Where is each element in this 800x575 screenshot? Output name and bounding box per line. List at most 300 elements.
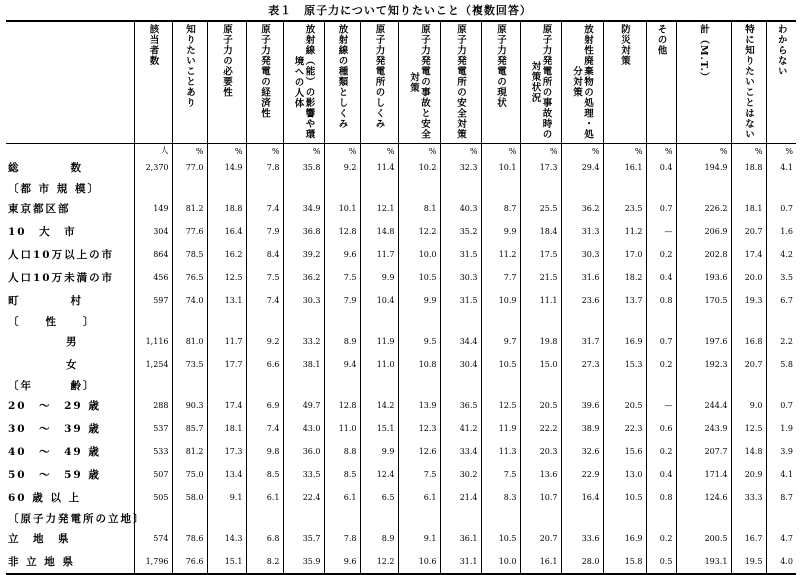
table-cell: 4.2 <box>766 243 796 266</box>
table-cell: 0.2 <box>646 527 676 550</box>
column-header <box>134 21 172 144</box>
table-cell <box>603 509 646 527</box>
table-cell: 10.0 <box>481 550 520 574</box>
table-cell <box>731 376 766 394</box>
table-row <box>6 289 796 312</box>
table-cell <box>172 312 207 330</box>
column-header <box>360 21 398 144</box>
table-cell: 7.8 <box>246 156 283 179</box>
table-cell: 32.6 <box>561 440 603 463</box>
table-cell: 15.8 <box>603 550 646 574</box>
table-cell: 11.2 <box>481 243 520 266</box>
table-cell <box>207 179 246 197</box>
table-cell: 7.5 <box>324 266 360 289</box>
table-cell: 1,254 <box>134 353 172 376</box>
column-header <box>283 21 324 144</box>
row-label: 男 <box>66 336 79 348</box>
table-cell: 10.0 <box>398 243 440 266</box>
table-cell: 15.1 <box>207 550 246 574</box>
table-cell: 597 <box>134 289 172 312</box>
column-header <box>731 21 766 144</box>
table-cell: 12.5 <box>207 266 246 289</box>
table-row <box>6 220 796 243</box>
table-cell <box>603 179 646 197</box>
table-cell <box>440 179 481 197</box>
table-cell: 6.1 <box>324 486 360 509</box>
table-cell: 8.5 <box>246 463 283 486</box>
table-cell <box>520 179 561 197</box>
table-cell: 1.9 <box>766 417 796 440</box>
table-cell: % <box>283 144 324 157</box>
table-cell <box>766 376 796 394</box>
table-cell: 17.5 <box>520 243 561 266</box>
column-header-label: 特に知りたいことはない <box>743 24 754 140</box>
table-cell: 76.6 <box>172 550 207 574</box>
table-cell: 11.9 <box>481 417 520 440</box>
table-cell: 30.3 <box>440 266 481 289</box>
table-cell: % <box>561 144 603 157</box>
table-cell: 34.9 <box>283 197 324 220</box>
table-cell <box>134 312 172 330</box>
table-cell: 20.7 <box>731 220 766 243</box>
table-cell: 12.6 <box>398 440 440 463</box>
table-cell: 27.3 <box>561 353 603 376</box>
table-cell <box>207 312 246 330</box>
table-row <box>6 463 796 486</box>
table-cell: % <box>246 144 283 157</box>
column-header <box>561 21 603 144</box>
table-cell: 11.0 <box>360 353 398 376</box>
table-cell: 21.5 <box>520 266 561 289</box>
table-cell: % <box>360 144 398 157</box>
row-label: 〔 性 〕 <box>8 315 96 328</box>
column-header-label: 放射性廃棄物の処理・処分対策 <box>571 24 593 140</box>
table-cell: 3.5 <box>766 266 796 289</box>
table-cell: 35.8 <box>283 156 324 179</box>
table-cell: 0.4 <box>646 266 676 289</box>
column-header <box>172 21 207 144</box>
table-cell: 32.3 <box>440 156 481 179</box>
table-cell: 15.6 <box>603 440 646 463</box>
table-cell: 7.7 <box>481 266 520 289</box>
table-row <box>6 440 796 463</box>
table-cell: 8.9 <box>324 330 360 353</box>
table-cell: 81.0 <box>172 330 207 353</box>
row-label: 30 〜 39 歳 <box>8 423 101 435</box>
table-cell: 2,370 <box>134 156 172 179</box>
table-cell: 33.5 <box>283 463 324 486</box>
table-cell: 20.5 <box>603 394 646 417</box>
table-cell: 9.2 <box>324 156 360 179</box>
table-cell: 81.2 <box>172 440 207 463</box>
table-cell: 15.1 <box>360 417 398 440</box>
column-header <box>481 21 520 144</box>
table-cell <box>398 312 440 330</box>
table-cell: % <box>766 144 796 157</box>
table-cell: 11.9 <box>360 330 398 353</box>
table-cell: 30.3 <box>283 289 324 312</box>
table-cell: 19.3 <box>731 289 766 312</box>
table-cell: 11.0 <box>324 417 360 440</box>
table-cell: 0.7 <box>766 197 796 220</box>
table-row <box>6 266 796 289</box>
table-cell <box>283 509 324 527</box>
table-cell: 12.2 <box>398 220 440 243</box>
table-cell: 20.0 <box>731 266 766 289</box>
table-cell: 11.4 <box>360 156 398 179</box>
table-cell: 23.5 <box>603 197 646 220</box>
table-cell: 36.2 <box>283 266 324 289</box>
column-header-label: 知りたいことあり <box>184 24 195 108</box>
table-cell <box>207 509 246 527</box>
table-cell <box>360 376 398 394</box>
table-cell: % <box>324 144 360 157</box>
table-cell: 36.8 <box>283 220 324 243</box>
table-cell: 0.8 <box>646 486 676 509</box>
table-cell: 33.3 <box>731 486 766 509</box>
table-cell: 6.6 <box>246 353 283 376</box>
table-cell: 7.4 <box>246 289 283 312</box>
table-cell: 31.6 <box>561 266 603 289</box>
table-cell: % <box>481 144 520 157</box>
table-cell: 10.2 <box>398 156 440 179</box>
table-cell <box>731 179 766 197</box>
column-header-label: 原子力発電所の安全対策 <box>455 24 466 140</box>
table-cell: 36.5 <box>440 394 481 417</box>
table-cell: 0.7 <box>766 394 796 417</box>
table-cell: 9.1 <box>207 486 246 509</box>
table-cell: 16.9 <box>603 330 646 353</box>
table-cell: 30.3 <box>561 243 603 266</box>
table-cell: 4.7 <box>766 527 796 550</box>
table-cell <box>481 376 520 394</box>
table-cell: 35.9 <box>283 550 324 574</box>
table-cell: 12.8 <box>324 394 360 417</box>
table-cell: 0.6 <box>646 417 676 440</box>
table-cell: 206.9 <box>676 220 731 243</box>
table-cell: 12.1 <box>360 197 398 220</box>
table-cell: 14.8 <box>360 220 398 243</box>
table-cell: 39.6 <box>561 394 603 417</box>
table-cell: 10.1 <box>324 197 360 220</box>
row-label: 〔都 市 規 模〕 <box>8 182 100 195</box>
table-cell: 38.9 <box>561 417 603 440</box>
table-cell: 8.3 <box>481 486 520 509</box>
table-cell <box>246 179 283 197</box>
table-row <box>6 376 796 394</box>
table-cell: 10.5 <box>481 527 520 550</box>
table-cell: 3.9 <box>766 440 796 463</box>
table-cell: 31.5 <box>440 289 481 312</box>
table-cell: 36.1 <box>440 527 481 550</box>
table-cell: 537 <box>134 417 172 440</box>
table-cell <box>766 312 796 330</box>
table-cell: 18.1 <box>731 197 766 220</box>
table-cell <box>360 312 398 330</box>
table-cell: 13.7 <box>603 289 646 312</box>
table-cell: 6.5 <box>360 486 398 509</box>
table-cell: 17.7 <box>207 353 246 376</box>
table-cell <box>398 179 440 197</box>
table-cell: 12.4 <box>360 463 398 486</box>
column-header-label: 原子力の必要性 <box>221 24 232 98</box>
row-label: 40 〜 49 歳 <box>8 446 101 458</box>
table-cell: % <box>440 144 481 157</box>
table-cell <box>731 509 766 527</box>
table-cell: 43.0 <box>283 417 324 440</box>
table-cell <box>207 376 246 394</box>
table-cell: 4.1 <box>766 156 796 179</box>
table-cell: 23.6 <box>561 289 603 312</box>
table-cell <box>766 509 796 527</box>
table-cell: 22.2 <box>520 417 561 440</box>
table-cell: 20.9 <box>731 463 766 486</box>
table-cell <box>324 376 360 394</box>
table-cell: 7.5 <box>398 463 440 486</box>
table-cell: 149 <box>134 197 172 220</box>
table-cell: 11.7 <box>207 330 246 353</box>
row-label: 女 <box>66 359 79 371</box>
row-label: 60 歳 以 上 <box>8 492 82 504</box>
survey-table <box>6 20 796 575</box>
table-cell: 9.9 <box>360 440 398 463</box>
table-row <box>6 394 796 417</box>
row-label: 10 大 市 <box>8 226 77 238</box>
table-cell: 14.9 <box>207 156 246 179</box>
table-cell: 9.9 <box>398 289 440 312</box>
table-cell <box>134 376 172 394</box>
table-cell: 90.3 <box>172 394 207 417</box>
table-cell: 76.5 <box>172 266 207 289</box>
table-cell: 49.7 <box>283 394 324 417</box>
row-label: 立 地 県 <box>8 533 71 545</box>
table-cell: 6.9 <box>246 394 283 417</box>
table-cell: 1.6 <box>766 220 796 243</box>
table-cell: 16.4 <box>561 486 603 509</box>
table-cell <box>172 376 207 394</box>
table-cell: 192.3 <box>676 353 731 376</box>
table-row <box>6 179 796 197</box>
table-cell: 33.4 <box>440 440 481 463</box>
table-cell: 0.2 <box>646 440 676 463</box>
column-header-label: 原子力発電の事故と安全対策 <box>408 24 430 140</box>
table-cell: 207.7 <box>676 440 731 463</box>
table-cell: 31.5 <box>440 243 481 266</box>
column-header <box>520 21 561 144</box>
table-cell: % <box>603 144 646 157</box>
table-cell <box>398 509 440 527</box>
table-cell: 20.7 <box>520 527 561 550</box>
table-cell: 11.1 <box>520 289 561 312</box>
table-cell: 38.1 <box>283 353 324 376</box>
table-row <box>6 527 796 550</box>
table-cell: 202.8 <box>676 243 731 266</box>
table-cell: 81.2 <box>172 197 207 220</box>
table-cell: 507 <box>134 463 172 486</box>
table-cell: 17.3 <box>207 440 246 463</box>
table-cell: 197.6 <box>676 330 731 353</box>
table-cell <box>646 509 676 527</box>
table-cell <box>324 312 360 330</box>
table-cell: 1,796 <box>134 550 172 574</box>
table-cell <box>561 179 603 197</box>
table-cell: 18.2 <box>603 266 646 289</box>
table-cell: 9.1 <box>398 527 440 550</box>
column-header-label: 放射線（能）の影響や環境への人体 <box>292 24 315 140</box>
table-cell: 5.8 <box>766 353 796 376</box>
table-cell: 2.2 <box>766 330 796 353</box>
table-cell: 58.0 <box>172 486 207 509</box>
table-cell: 16.1 <box>520 550 561 574</box>
table-cell: 7.4 <box>246 197 283 220</box>
table-cell: 17.4 <box>731 243 766 266</box>
table-cell: 864 <box>134 243 172 266</box>
table-cell: 304 <box>134 220 172 243</box>
table-cell: 13.0 <box>603 463 646 486</box>
table-cell: 505 <box>134 486 172 509</box>
table-cell <box>324 509 360 527</box>
table-cell: 16.2 <box>207 243 246 266</box>
column-header-label: 計（M.T.） <box>698 24 709 83</box>
table-cell: 124.6 <box>676 486 731 509</box>
row-label: 〔年 齢〕 <box>8 379 96 392</box>
table-cell: 4.0 <box>766 550 796 574</box>
table-cell: 200.5 <box>676 527 731 550</box>
table-cell <box>398 376 440 394</box>
table-cell: 19.8 <box>520 330 561 353</box>
table-row <box>6 312 796 330</box>
table-cell: 10.5 <box>398 266 440 289</box>
column-header-label: わからない <box>775 24 787 77</box>
table-cell: 9.8 <box>246 440 283 463</box>
table-cell: 30.2 <box>440 463 481 486</box>
table-cell: % <box>646 144 676 157</box>
table-cell: 8.8 <box>324 440 360 463</box>
table-cell: 41.2 <box>440 417 481 440</box>
table-cell: 11.7 <box>360 243 398 266</box>
table-cell: 21.4 <box>440 486 481 509</box>
table-cell: 22.4 <box>283 486 324 509</box>
table-row <box>6 156 796 179</box>
table-cell: 7.9 <box>324 289 360 312</box>
table-cell: 6.1 <box>398 486 440 509</box>
table-row <box>6 197 796 220</box>
table-cell: 18.4 <box>520 220 561 243</box>
table-cell: — <box>646 394 676 417</box>
table-cell: 20.7 <box>731 353 766 376</box>
table-cell: 34.4 <box>440 330 481 353</box>
table-cell: % <box>398 144 440 157</box>
table-cell <box>520 312 561 330</box>
table-cell <box>246 376 283 394</box>
table-cell: 17.3 <box>520 156 561 179</box>
table-cell: 31.3 <box>561 220 603 243</box>
table-cell <box>676 312 731 330</box>
table-cell <box>766 179 796 197</box>
table-cell: 73.5 <box>172 353 207 376</box>
table-cell: 11.3 <box>481 440 520 463</box>
table-cell: 16.1 <box>603 156 646 179</box>
table-cell: 19.5 <box>731 550 766 574</box>
table-cell: 40.3 <box>440 197 481 220</box>
table-cell: 10.7 <box>520 486 561 509</box>
table-cell: 194.9 <box>676 156 731 179</box>
column-header-label: 放射線の種類としくみ <box>336 24 348 129</box>
table-cell: 7.5 <box>481 463 520 486</box>
table-cell: 10.8 <box>398 353 440 376</box>
table-cell <box>283 179 324 197</box>
table-cell: 193.6 <box>676 266 731 289</box>
column-header <box>398 21 440 144</box>
table-cell: 7.4 <box>246 417 283 440</box>
table-cell <box>440 312 481 330</box>
column-header <box>646 21 676 144</box>
table-cell: 14.2 <box>360 394 398 417</box>
table-cell: 9.4 <box>324 353 360 376</box>
table-cell: 10.5 <box>603 486 646 509</box>
table-row <box>6 330 796 353</box>
column-header-label: 原子力発電の経済性 <box>259 24 270 119</box>
table-cell: 35.2 <box>440 220 481 243</box>
table-body <box>6 144 796 575</box>
table-cell: 33.6 <box>561 527 603 550</box>
table-cell <box>676 376 731 394</box>
column-header-label: 該当者数 <box>147 24 159 66</box>
table-cell: 288 <box>134 394 172 417</box>
table-cell: 10.4 <box>360 289 398 312</box>
table-cell: 18.1 <box>207 417 246 440</box>
column-header <box>766 21 796 144</box>
table-cell: 33.2 <box>283 330 324 353</box>
table-cell: 75.0 <box>172 463 207 486</box>
table-cell: 31.1 <box>440 550 481 574</box>
table-cell: 8.7 <box>481 197 520 220</box>
table-cell <box>676 509 731 527</box>
row-label: 総 数 <box>8 162 83 174</box>
row-label: 50 〜 59 歳 <box>8 469 101 481</box>
table-cell: 18.8 <box>207 197 246 220</box>
table-cell <box>172 179 207 197</box>
table-cell: 0.4 <box>646 463 676 486</box>
column-header <box>207 21 246 144</box>
table-cell: 243.9 <box>676 417 731 440</box>
table-cell: 8.1 <box>398 197 440 220</box>
table-cell: 9.2 <box>246 330 283 353</box>
table-cell <box>561 312 603 330</box>
row-label: 〔原子力発電所の立地〕 <box>8 512 146 525</box>
table-cell <box>134 179 172 197</box>
table-cell: 9.6 <box>324 550 360 574</box>
table-cell: 16.8 <box>731 330 766 353</box>
table-cell: 31.7 <box>561 330 603 353</box>
table-cell: 226.2 <box>676 197 731 220</box>
table-cell <box>731 312 766 330</box>
table-cell: 85.7 <box>172 417 207 440</box>
table-cell: 9.9 <box>481 220 520 243</box>
table-cell: 8.4 <box>246 243 283 266</box>
table-cell: 30.4 <box>440 353 481 376</box>
table-cell <box>283 312 324 330</box>
table-cell: 0.8 <box>646 289 676 312</box>
table-cell <box>646 376 676 394</box>
column-header <box>6 21 134 144</box>
table-cell: 13.6 <box>520 463 561 486</box>
table-cell: % <box>676 144 731 157</box>
table-cell: 12.5 <box>481 394 520 417</box>
table-cell: 25.5 <box>520 197 561 220</box>
table-cell: 456 <box>134 266 172 289</box>
table-cell: 4.1 <box>766 463 796 486</box>
